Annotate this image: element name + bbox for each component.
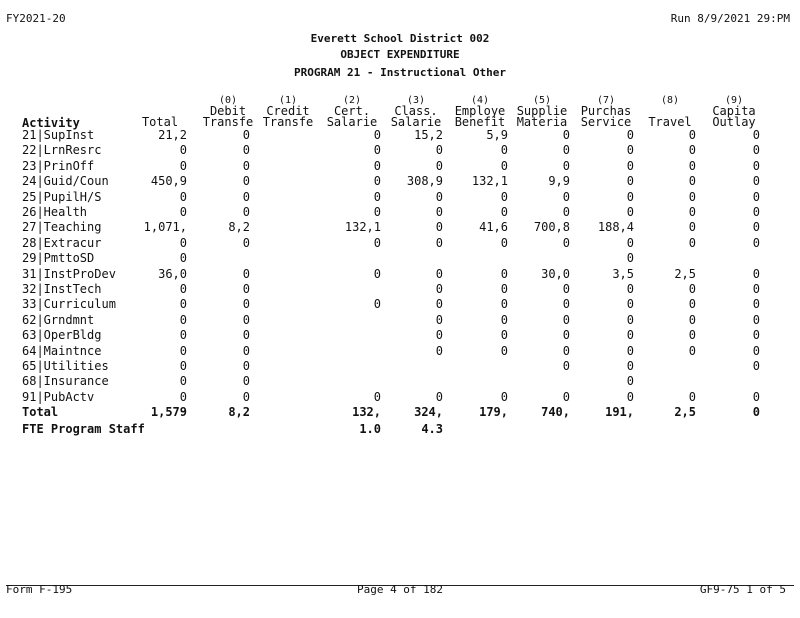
cell-col-9: 0 [752, 405, 760, 419]
cell-col-3: 0 [373, 159, 381, 173]
cell-col-3: 0 [373, 236, 381, 250]
table-row [0, 359, 800, 374]
cell-col-5: 0 [500, 205, 508, 219]
cell-col-0: 0 [179, 251, 187, 265]
row-label: 65|Utilities [22, 359, 109, 373]
cell-col-6: 0 [562, 143, 570, 157]
column-header-line1-4: Class. [394, 104, 438, 118]
cell-col-4: 0 [435, 313, 443, 327]
cell-col-6: 0 [562, 390, 570, 404]
cell-col-1: 0 [242, 128, 250, 142]
cell-col-8: 0 [688, 159, 696, 173]
column-number-2: (1) [278, 95, 298, 106]
row-label: 33|Curriculum [22, 297, 116, 311]
cell-col-5: 0 [500, 267, 508, 281]
cell-col-0: 450,9 [150, 174, 187, 188]
cell-col-6: 0 [562, 282, 570, 296]
cell-col-1: 0 [242, 190, 250, 204]
column-number-4: (3) [406, 95, 426, 106]
cell-col-0: 1,071, [143, 220, 187, 234]
cell-col-1: 0 [242, 390, 250, 404]
cell-col-9: 0 [752, 236, 760, 250]
cell-col-8: 0 [688, 190, 696, 204]
cell-col-4: 0 [435, 344, 443, 358]
cell-col-1: 0 [242, 374, 250, 388]
cell-col-3: 0 [373, 205, 381, 219]
cell-col-4: 0 [435, 267, 443, 281]
column-header-line2-0: Total [141, 115, 179, 129]
cell-col-7: 188,4 [597, 220, 634, 234]
column-header-line1-6: Supplie [516, 104, 568, 118]
cell-col-0: 0 [179, 390, 187, 404]
cell-col-3: 0 [373, 267, 381, 281]
cell-col-0: 0 [179, 313, 187, 327]
table-row [0, 190, 800, 205]
district-title: Everett School District 002 [310, 32, 490, 45]
row-label: 27|Teaching [22, 220, 102, 234]
cell-col-5: 0 [500, 297, 508, 311]
row-label: 68|Insurance [22, 374, 109, 388]
cell-col-7: 0 [626, 190, 634, 204]
column-header-line1-9: Capita [712, 104, 756, 118]
row-label: 24|Guid/Coun [22, 174, 109, 188]
cell-col-8: 0 [688, 328, 696, 342]
cell-col-7: 0 [626, 374, 634, 388]
row-label: 22|LrnResrc [22, 143, 102, 157]
cell-col-1: 0 [242, 267, 250, 281]
cell-col-0: 21,2 [158, 128, 187, 142]
cell-col-9: 0 [752, 205, 760, 219]
cell-col-5: 132,1 [471, 174, 508, 188]
cell-col-7: 3,5 [612, 267, 634, 281]
cell-col-4: 0 [435, 282, 443, 296]
cell-col-8: 0 [688, 313, 696, 327]
cell-col-9: 0 [752, 313, 760, 327]
row-label: 91|PubActv [22, 390, 95, 404]
cell-col-4: 0 [435, 390, 443, 404]
cell-col-0: 1,579 [150, 405, 187, 419]
cell-col-1: 8,2 [228, 220, 250, 234]
cell-col-9: 0 [752, 128, 760, 142]
column-header-line1-3: Cert. [333, 104, 371, 118]
column-number-6: (5) [532, 95, 552, 106]
row-label: 63|OperBldg [22, 328, 102, 342]
total-row [0, 405, 800, 420]
run-date-label: Run 8/9/2021 29:PM [670, 12, 790, 25]
row-label: 25|PupilH/S [22, 190, 102, 204]
column-header-line2-5: Benefit [454, 115, 506, 129]
report-title: OBJECT EXPENDITURE [340, 48, 460, 61]
row-label: 29|PmttoSD [22, 251, 95, 265]
cell-col-0: 0 [179, 297, 187, 311]
column-header-line1-7: Purchas [580, 104, 632, 118]
cell-col-5: 5,9 [486, 128, 508, 142]
cell-col-5: 0 [500, 390, 508, 404]
table-row [0, 128, 800, 143]
cell-col-6: 0 [562, 159, 570, 173]
activity-column-header: Activity [22, 116, 80, 130]
cell-col-0: 0 [179, 190, 187, 204]
cell-col-0: 0 [179, 359, 187, 373]
cell-col-4: 0 [435, 236, 443, 250]
row-label: Total [22, 405, 59, 419]
cell-col-3: 132,1 [344, 220, 381, 234]
cell-col-9: 0 [752, 344, 760, 358]
cell-col-3: 1.0 [359, 422, 381, 436]
cell-col-8: 2,5 [674, 405, 696, 419]
cell-col-4: 0 [435, 220, 443, 234]
row-label: 31|InstProDev [22, 267, 116, 281]
cell-col-9: 0 [752, 282, 760, 296]
cell-col-7: 0 [626, 159, 634, 173]
cell-col-1: 0 [242, 282, 250, 296]
cell-col-7: 0 [626, 313, 634, 327]
table-row [0, 174, 800, 189]
cell-col-6: 0 [562, 236, 570, 250]
cell-col-9: 0 [752, 359, 760, 373]
cell-col-7: 0 [626, 143, 634, 157]
cell-col-7: 0 [626, 390, 634, 404]
cell-col-1: 0 [242, 313, 250, 327]
cell-col-0: 0 [179, 282, 187, 296]
table-row [0, 374, 800, 389]
cell-col-7: 0 [626, 251, 634, 265]
cell-col-5: 0 [500, 344, 508, 358]
cell-col-6: 0 [562, 128, 570, 142]
cell-col-3: 0 [373, 174, 381, 188]
column-header-line1-5: Employe [454, 104, 506, 118]
column-number-8: (8) [660, 95, 680, 106]
cell-col-0: 0 [179, 205, 187, 219]
cell-col-6: 9,9 [548, 174, 570, 188]
cell-col-4: 308,9 [406, 174, 443, 188]
cell-col-7: 0 [626, 297, 634, 311]
cell-col-4: 0 [435, 190, 443, 204]
cell-col-7: 0 [626, 236, 634, 250]
cell-col-7: 0 [626, 344, 634, 358]
cell-col-7: 191, [605, 405, 634, 419]
cell-col-4: 15,2 [414, 128, 443, 142]
cell-col-5: 41,6 [479, 220, 508, 234]
column-header-line2-7: Service [580, 115, 632, 129]
column-number-5: (4) [470, 95, 490, 106]
table-row [0, 344, 800, 359]
cell-col-8: 0 [688, 236, 696, 250]
column-header-line1-2: Credit [266, 104, 310, 118]
cell-col-1: 0 [242, 297, 250, 311]
cell-col-4: 324, [414, 405, 443, 419]
cell-col-6: 740, [541, 405, 570, 419]
page-number: Page 4 of 182 [356, 583, 444, 596]
cell-col-5: 0 [500, 236, 508, 250]
cell-col-9: 0 [752, 390, 760, 404]
cell-col-8: 0 [688, 297, 696, 311]
column-number-3: (2) [342, 95, 362, 106]
cell-col-5: 0 [500, 313, 508, 327]
cell-col-9: 0 [752, 328, 760, 342]
cell-col-9: 0 [752, 190, 760, 204]
cell-col-1: 0 [242, 159, 250, 173]
cell-col-5: 0 [500, 143, 508, 157]
cell-col-6: 0 [562, 190, 570, 204]
cell-col-7: 0 [626, 128, 634, 142]
cell-col-5: 0 [500, 159, 508, 173]
cell-col-6: 0 [562, 297, 570, 311]
table-row [0, 313, 800, 328]
cell-col-1: 0 [242, 344, 250, 358]
cell-col-8: 0 [688, 282, 696, 296]
row-label: 28|Extracur [22, 236, 102, 250]
cell-col-0: 0 [179, 344, 187, 358]
table-row [0, 143, 800, 158]
column-number-9: (9) [724, 95, 744, 106]
cell-col-5: 0 [500, 190, 508, 204]
cell-col-6: 700,8 [533, 220, 570, 234]
column-number-7: (7) [596, 95, 616, 106]
cell-col-0: 0 [179, 143, 187, 157]
cell-col-7: 0 [626, 282, 634, 296]
cell-col-4: 0 [435, 328, 443, 342]
row-label: 32|InstTech [22, 282, 102, 296]
cell-col-8: 0 [688, 174, 696, 188]
cell-col-4: 0 [435, 297, 443, 311]
table-row [0, 267, 800, 282]
cell-col-3: 0 [373, 390, 381, 404]
cell-col-4: 0 [435, 159, 443, 173]
row-label: 26|Health [22, 205, 88, 219]
cell-col-7: 0 [626, 174, 634, 188]
form-number: Form F-195 [6, 583, 73, 596]
column-number-1: (0) [218, 95, 238, 106]
cell-col-6: 30,0 [541, 267, 570, 281]
cell-col-5: 0 [500, 328, 508, 342]
row-label: 62|Grndmnt [22, 313, 95, 327]
cell-col-4: 4.3 [421, 422, 443, 436]
cell-col-3: 0 [373, 143, 381, 157]
cell-col-9: 0 [752, 143, 760, 157]
program-title: PROGRAM 21 - Instructional Other [294, 66, 506, 79]
cell-col-3: 0 [373, 297, 381, 311]
cell-col-9: 0 [752, 297, 760, 311]
column-header-line2-4: Salarie [390, 115, 442, 129]
cell-col-1: 0 [242, 205, 250, 219]
column-header-line2-2: Transfe [262, 115, 314, 129]
table-row [0, 390, 800, 405]
cell-col-1: 0 [242, 236, 250, 250]
cell-col-1: 8,2 [228, 405, 250, 419]
report-code: GF9-75 1 of 5 [699, 583, 786, 596]
cell-col-6: 0 [562, 328, 570, 342]
cell-col-8: 0 [688, 390, 696, 404]
column-header-line2-9: Outlay [712, 115, 756, 129]
table-row [0, 159, 800, 174]
row-label: FTE Program Staff [22, 422, 145, 436]
cell-col-8: 2,5 [674, 267, 696, 281]
column-header-line2-3: Salarie [326, 115, 378, 129]
cell-col-8: 0 [688, 205, 696, 219]
column-header-line1-1: Debit [209, 104, 247, 118]
cell-col-4: 0 [435, 205, 443, 219]
column-header-line2-6: Materia [516, 115, 568, 129]
cell-col-6: 0 [562, 359, 570, 373]
cell-col-4: 0 [435, 143, 443, 157]
table-row [0, 328, 800, 343]
cell-col-9: 0 [752, 174, 760, 188]
cell-col-8: 0 [688, 143, 696, 157]
table-row [0, 297, 800, 312]
cell-col-5: 0 [500, 282, 508, 296]
cell-col-6: 0 [562, 344, 570, 358]
row-label: 64|Maintnce [22, 344, 102, 358]
column-header-line2-1: Transfe [202, 115, 254, 129]
cell-col-8: 0 [688, 128, 696, 142]
cell-col-0: 0 [179, 328, 187, 342]
cell-col-6: 0 [562, 205, 570, 219]
fte-row [0, 422, 800, 437]
cell-col-1: 0 [242, 143, 250, 157]
row-label: 23|PrinOff [22, 159, 95, 173]
cell-col-1: 0 [242, 174, 250, 188]
row-label: 21|SupInst [22, 128, 95, 142]
cell-col-7: 0 [626, 328, 634, 342]
cell-col-6: 0 [562, 313, 570, 327]
cell-col-0: 0 [179, 374, 187, 388]
cell-col-1: 0 [242, 328, 250, 342]
cell-col-3: 132, [352, 405, 381, 419]
table-row [0, 220, 800, 235]
cell-col-1: 0 [242, 359, 250, 373]
cell-col-0: 0 [179, 159, 187, 173]
table-row [0, 251, 800, 266]
table-row [0, 236, 800, 251]
cell-col-8: 0 [688, 344, 696, 358]
cell-col-9: 0 [752, 159, 760, 173]
cell-col-7: 0 [626, 359, 634, 373]
cell-col-3: 0 [373, 190, 381, 204]
cell-col-9: 0 [752, 220, 760, 234]
cell-col-3: 0 [373, 128, 381, 142]
cell-col-7: 0 [626, 205, 634, 219]
cell-col-9: 0 [752, 267, 760, 281]
table-row [0, 205, 800, 220]
fiscal-year-label: FY2021-20 [6, 12, 66, 25]
cell-col-0: 36,0 [158, 267, 187, 281]
cell-col-0: 0 [179, 236, 187, 250]
cell-col-8: 0 [688, 220, 696, 234]
column-header-line2-8: Travel [648, 115, 692, 129]
table-row [0, 282, 800, 297]
cell-col-5: 179, [479, 405, 508, 419]
